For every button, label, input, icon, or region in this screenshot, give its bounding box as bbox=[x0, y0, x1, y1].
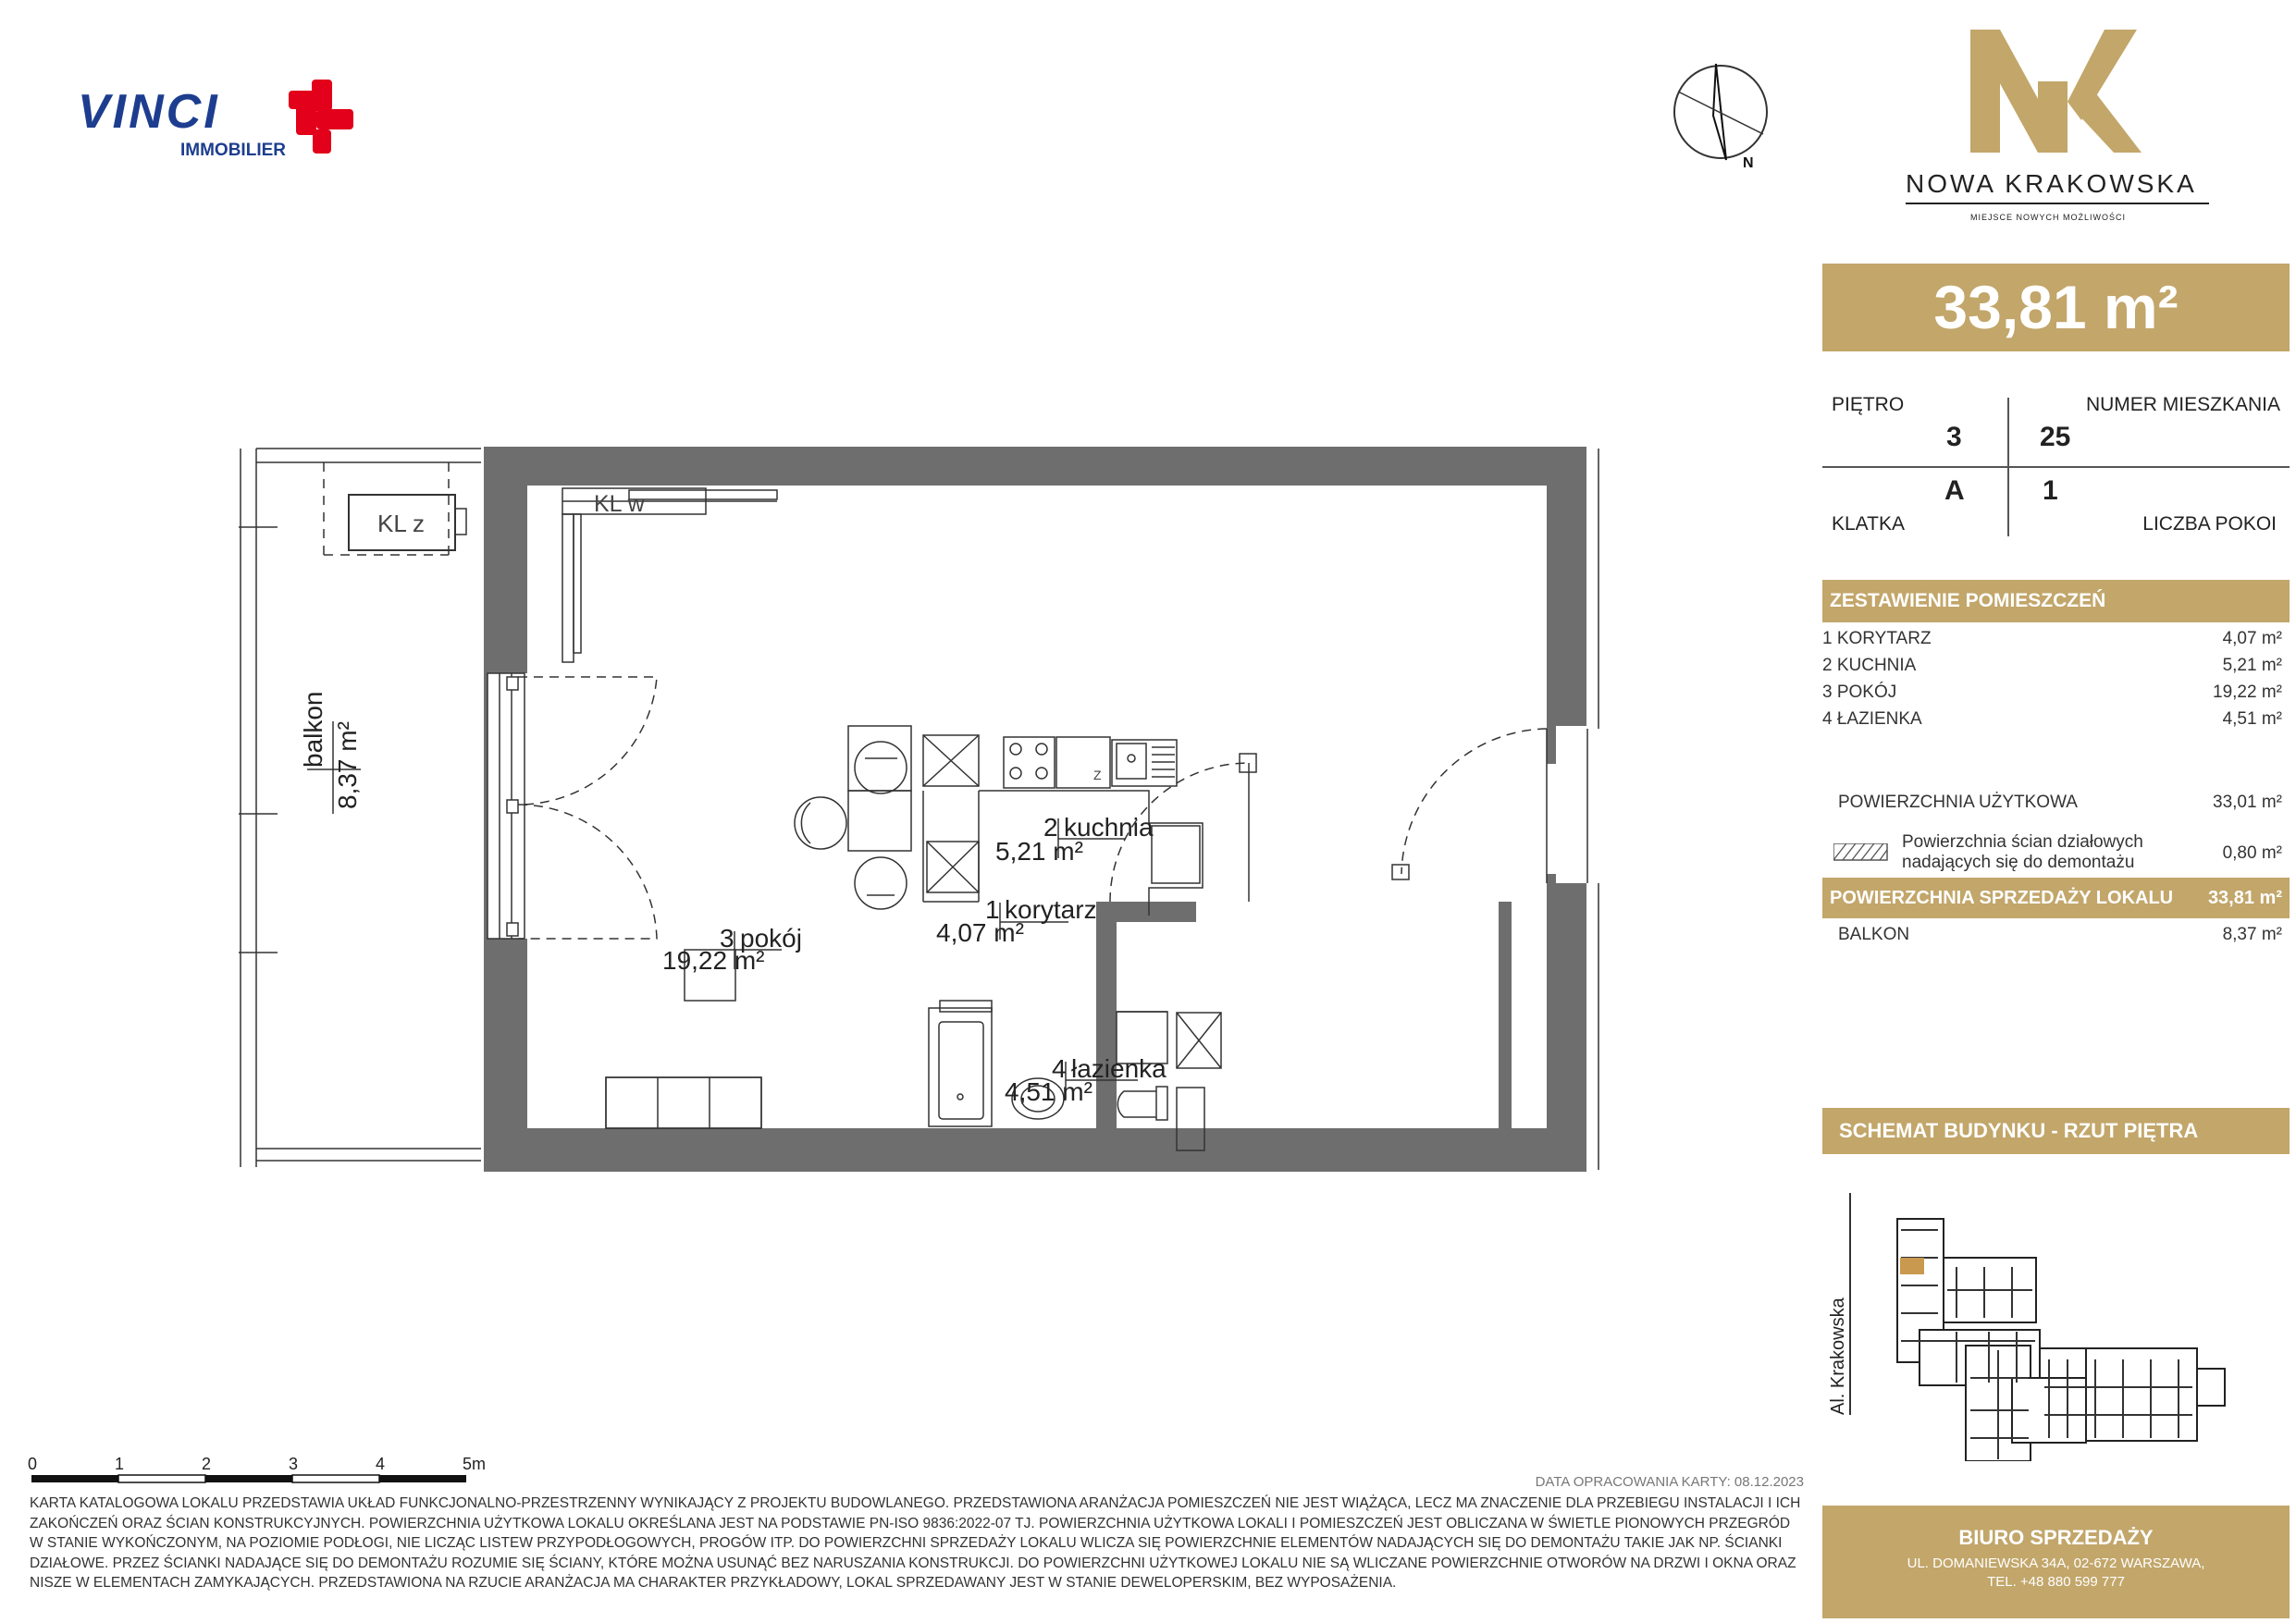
svg-text:2: 2 bbox=[1043, 813, 1058, 842]
compass-icon bbox=[1665, 60, 1776, 171]
apartment-number-label: NUMER MIESZKANIA bbox=[2085, 394, 2280, 415]
svg-text:1: 1 bbox=[115, 1455, 125, 1473]
floor-label: PIĘTRO bbox=[1832, 394, 1905, 415]
svg-text:5m: 5m bbox=[463, 1455, 487, 1473]
svg-text:korytarz: korytarz bbox=[1005, 895, 1097, 924]
office-phone: TEL. +48 880 599 777 bbox=[1987, 1574, 2125, 1590]
svg-text:pokój: pokój bbox=[740, 924, 802, 953]
nk-name: Nowa Krakowska bbox=[1906, 169, 2197, 198]
hatch-icon bbox=[1833, 843, 1889, 862]
building-schema bbox=[1818, 1193, 2243, 1461]
total-area-banner bbox=[1822, 264, 2290, 351]
office-address: UL. DOMANIEWSKA 34A, 02-672 WARSZAWA, bbox=[1907, 1555, 2205, 1571]
disclaimer: KARTA KATALOGOWA LOKALU PRZEDSTAWIA UKŁAD FUNKCJONALNO-PRZESTRZENNY WYNIKAJĄCY Z PROJEKTU BUDOWLANEGO. PRZEDSTAWIONA ARANŻACJA POMIESZCZEŃ NIE JEST WIĄŻĄCA, LECZ MA ZNACZENIE DLA PRZEBIEGU INSTALACJI I ICH ZAKOŃCZEŃ ORAZ ŚCIAN KONSTRUKCYJNYCH. POWIERZCHNIA UŻYTKOWA LOKALU OKREŚLANA JEST NA PODSTAWIE PN-ISO 9836:2022-07 TJ. POWIERZCHNIA UŻYTKOWA LOKALI I POMIESZCZEŃ JEST OBLICZANA W ŚWIETLE PIONOWYCH PRZEGRÓD W STANIE WYKOŃCZONYM, NA POZIOMIE PODŁOGI, NIE LICZĄC LISTEW PRZYPODŁOGOWYCH, PROGÓW ITP. DO POWIERZCHNI SPRZEDAŻY LOKALU WLICZA SIĘ POWIERZCHNIE ELEMENTÓW NADAJĄCYCH SIĘ DO DEMONTAŻU TAKIE JAK NP. ŚCIANKI DZIAŁOWE. PRZEZ ŚCIANKI NADAJĄCE SIĘ DO DEMONTAŻU ROZUMIE SIĘ ŚCIANY, KTÓRE MOŻNA USUNĄĆ BEZ NARUSZANIA KONSTRUKCJI. DO POWIERZCHNI UŻYTKOWEJ LOKALU NIE SĄ WLICZANE POWIERZCHNIE OTWORÓW NA DRZWI I OKNA ORAZ NISZE W ELEMENTACH ZAMYKAJĄCYCH. PRZEDSTAWIONA NA RZUCIE ARANŻACJA MA CHARAKTER PRZYKŁADOWY, LOKAL SPRZEDAWANY JEST W STANIE DEWELOPERSKIM, BEZ WYPOSAŻENIA. bbox=[30, 1495, 1801, 1591]
table-row: 4 ŁAZIENKA 4,51 m² bbox=[1822, 709, 2282, 729]
street-label: Al. Krakowska bbox=[1828, 1297, 1848, 1415]
table-row: 1 KORYTARZ 4,07 m² bbox=[1822, 629, 2282, 648]
scale-bar bbox=[19, 1447, 759, 1494]
apartment-number-value: 25 bbox=[2040, 422, 2071, 452]
svg-text:1: 1 bbox=[985, 895, 1000, 924]
date-line: DATA OPRACOWANIA KARTY: 08.12.2023 bbox=[1535, 1474, 1804, 1490]
rooms-count-label: LICZBA POKOI bbox=[2142, 513, 2277, 535]
svg-text:4,51 m²: 4,51 m² bbox=[1005, 1077, 1092, 1106]
table-row: 3 POKÓJ 19,22 m² bbox=[1822, 682, 2282, 702]
kl-w-label: KL w bbox=[594, 491, 645, 517]
stair-label: KLATKA bbox=[1832, 513, 1905, 535]
svg-text:4,07 m²: 4,07 m² bbox=[936, 918, 1024, 947]
total-area-value: 33,81 m² bbox=[1933, 273, 2179, 341]
svg-text:4: 4 bbox=[376, 1455, 386, 1473]
nowa-krakowska-logo bbox=[1887, 28, 2220, 227]
z-mark: Z bbox=[1093, 768, 1102, 782]
vinci-cross-icon bbox=[289, 80, 353, 154]
nk-monogram-icon bbox=[1970, 30, 2142, 153]
svg-text:0: 0 bbox=[28, 1455, 38, 1473]
svg-text:8,37 m²: 8,37 m² bbox=[333, 721, 362, 809]
balcony-row: BALKON 8,37 m² bbox=[1838, 925, 2282, 944]
floor-plan bbox=[222, 435, 1610, 1174]
sale-area-bar: POWIERZCHNIA SPRZEDAŻY LOKALU 33,81 m² bbox=[1822, 878, 2290, 918]
nk-tagline: MIEJSCE NOWYCH MOŻLIWOŚCI bbox=[1970, 213, 2127, 222]
svg-text:19,22 m²: 19,22 m² bbox=[662, 946, 765, 975]
balcony-label bbox=[299, 691, 362, 814]
svg-text:5,21 m²: 5,21 m² bbox=[995, 837, 1083, 866]
usable-area-row: POWIERZCHNIA UŻYTKOWA 33,01 m² bbox=[1838, 793, 2282, 812]
svg-text:3: 3 bbox=[289, 1455, 299, 1473]
office-title: BIURO SPRZEDAŻY bbox=[1958, 1526, 2154, 1549]
svg-text:łazienka: łazienka bbox=[1071, 1054, 1167, 1083]
vinci-wordmark: VINCI bbox=[78, 85, 220, 139]
svg-text:kuchnia: kuchnia bbox=[1064, 813, 1154, 842]
table-row: 2 KUCHNIA 5,21 m² bbox=[1822, 656, 2282, 675]
svg-text:3: 3 bbox=[720, 924, 734, 953]
vinci-immobilier: IMMOBILIER bbox=[180, 141, 286, 160]
rooms-table-header: ZESTAWIENIE POMIESZCZEŃ bbox=[1822, 580, 2290, 622]
svg-text:2: 2 bbox=[202, 1455, 212, 1473]
stair-value: A bbox=[1944, 475, 1965, 506]
sales-office bbox=[1822, 1506, 2290, 1618]
kl-z-label: KL z bbox=[377, 510, 426, 537]
apartment-highlight bbox=[1900, 1258, 1924, 1274]
walls-row: Powierzchnia ścian działowych nadających się do demontażu 0,80 m² bbox=[1830, 832, 2282, 877]
svg-text:4: 4 bbox=[1052, 1054, 1067, 1083]
schema-header: SCHEMAT BUDYNKU - RZUT PIĘTRA bbox=[1822, 1108, 2290, 1154]
compass-n-label: N bbox=[1743, 155, 1754, 171]
vinci-logo bbox=[74, 74, 389, 166]
rooms-count-value: 1 bbox=[2043, 475, 2058, 506]
apartment-info bbox=[1822, 379, 2290, 546]
floor-value: 3 bbox=[1946, 422, 1962, 452]
svg-text:balkon: balkon bbox=[299, 691, 327, 768]
